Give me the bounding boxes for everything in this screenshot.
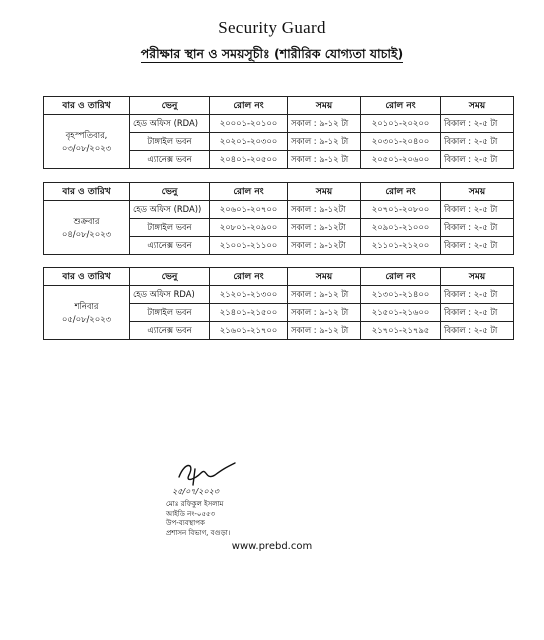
roll-cell: ২০৪০১-২০৫০০ bbox=[210, 151, 288, 169]
venue-cell: টাঙ্গাইল ভবন bbox=[130, 219, 210, 237]
subtitle-text: পরীক্ষার স্থান ও সময়সূচীঃ (শারীরিক যোগ্যতা যাচাই) bbox=[140, 46, 404, 61]
signatory-designation: উপ-ব্যবস্থাপক bbox=[166, 519, 205, 527]
table-header-row bbox=[44, 183, 514, 201]
time-cell: সকাল : ৯-১২ টা bbox=[288, 304, 361, 322]
header-day-date: বার ও তারিখ bbox=[44, 97, 130, 115]
roll-cell: ২০১০১-২০২০০ bbox=[361, 115, 441, 133]
header-time-1: সময় bbox=[288, 268, 361, 286]
header-roll-2: রোল নং bbox=[361, 268, 441, 286]
signatory-id: আইডি নং-০৫৫৩ bbox=[166, 509, 216, 518]
time-cell: সকাল : ৯-১২টা bbox=[288, 237, 361, 255]
signature-block bbox=[166, 490, 230, 538]
time-cell: বিকাল : ২-৫ টা bbox=[441, 219, 514, 237]
roll-cell: ২০৫০১-২০৬০০ bbox=[361, 151, 441, 169]
time-cell: বিকাল : ২-৫ টা bbox=[441, 133, 514, 151]
time-cell: সকাল : ৯-১২টা bbox=[288, 219, 361, 237]
day-date-cell bbox=[44, 201, 130, 255]
roll-cell: ২১২০১-২১৩০০ bbox=[210, 286, 288, 304]
header-day-date: বার ও তারিখ bbox=[44, 183, 130, 201]
header-roll-2: রোল নং bbox=[361, 183, 441, 201]
roll-cell: ২০৩০১-২০৪০০ bbox=[361, 133, 441, 151]
header-day-date: বার ও তারিখ bbox=[44, 268, 130, 286]
roll-cell: ২১৪০১-২১৫০০ bbox=[210, 304, 288, 322]
header-roll-1: রোল নং bbox=[210, 268, 288, 286]
day-date-cell bbox=[44, 115, 130, 169]
venue-cell: হেড অফিস RDA) bbox=[130, 286, 210, 304]
time-cell: সকাল : ৯-১২ টা bbox=[288, 322, 361, 340]
website-link[interactable]: www.prebd.com bbox=[231, 541, 313, 552]
date-label: ০৩/০৮/২০২৩ bbox=[61, 142, 112, 153]
time-cell: সকাল : ৯-১২ টা bbox=[288, 286, 361, 304]
time-cell: বিকাল : ২-৫ টা bbox=[441, 286, 514, 304]
date-label: ০৫/০৮/২০২৩ bbox=[61, 313, 112, 324]
time-cell: বিকাল : ২-৫ টা bbox=[441, 237, 514, 255]
header-time-1: সময় bbox=[288, 97, 361, 115]
time-cell: সকাল : ৯-১২টা bbox=[288, 201, 361, 219]
time-cell: বিকাল : ২-৫ টা bbox=[441, 115, 514, 133]
time-cell: সকাল : ৯-১২ টা bbox=[288, 115, 361, 133]
header-roll-2: রোল নং bbox=[361, 97, 441, 115]
venue-cell: হেড অফিস (RDA)) bbox=[130, 201, 210, 219]
time-cell: বিকাল : ২-৫ টা bbox=[441, 304, 514, 322]
roll-cell: ২১৫০১-২১৬০০ bbox=[361, 304, 441, 322]
header-time-2: সময় bbox=[441, 97, 514, 115]
table-header-row bbox=[44, 97, 514, 115]
roll-cell: ২১০০১-২১১০০ bbox=[210, 237, 288, 255]
venue-cell: টাঙ্গাইল ভবন bbox=[130, 133, 210, 151]
venue-cell: হেড অফিস (RDA) bbox=[130, 115, 210, 133]
roll-cell: ২১৬০১-২১৭০০ bbox=[210, 322, 288, 340]
header-time-2: সময় bbox=[441, 183, 514, 201]
day-date-cell bbox=[44, 286, 130, 340]
time-cell: বিকাল : ২-৫ টা bbox=[441, 322, 514, 340]
header-venue: ভেনু bbox=[130, 183, 210, 201]
roll-cell: ২০৮০১-২০৯০০ bbox=[210, 219, 288, 237]
venue-cell: টাঙ্গাইল ভবন bbox=[130, 304, 210, 322]
header-time-2: সময় bbox=[441, 268, 514, 286]
roll-cell: ২০৯০১-২১০০০ bbox=[361, 219, 441, 237]
table-row bbox=[44, 201, 514, 219]
venue-cell: এ্যানেক্স ভবন bbox=[130, 151, 210, 169]
day-label: শুক্রবার bbox=[73, 215, 100, 226]
date-label: ০৪/০৮/২০২৩ bbox=[61, 228, 112, 239]
table-header-row bbox=[44, 268, 514, 286]
roll-cell: ২০২০১-২০৩০০ bbox=[210, 133, 288, 151]
header-roll-1: রোল নং bbox=[210, 97, 288, 115]
header-time-1: সময় bbox=[288, 183, 361, 201]
roll-cell: ২১৭০১-২১৭৯৫ bbox=[361, 322, 441, 340]
table-row bbox=[44, 115, 514, 133]
roll-cell: ২০৭০১-২০৮০০ bbox=[361, 201, 441, 219]
schedule-table-1 bbox=[43, 96, 514, 169]
signatory-name: মোঃ রফিকুল ইসলাম bbox=[166, 500, 224, 508]
roll-cell: ২০৬০১-২০৭০০ bbox=[210, 201, 288, 219]
signatory-department: প্রশাসন বিভাগ, বগুড়া। bbox=[166, 528, 231, 537]
roll-cell: ২১৩০১-২১৪০০ bbox=[361, 286, 441, 304]
roll-cell: ২০০০১-২০১০০ bbox=[210, 115, 288, 133]
day-label: শনিবার bbox=[74, 300, 99, 311]
header-roll-1: রোল নং bbox=[210, 183, 288, 201]
time-cell: সকাল : ৯-১২ টা bbox=[288, 133, 361, 151]
schedule-table-2 bbox=[43, 182, 514, 255]
time-cell: বিকাল : ২-৫ টা bbox=[441, 201, 514, 219]
schedule-table-3 bbox=[43, 267, 514, 340]
time-cell: সকাল : ৯-১২ টা bbox=[288, 151, 361, 169]
signature-date: ২৫/০৭/২০২৩ bbox=[172, 487, 219, 496]
table-row bbox=[44, 286, 514, 304]
venue-cell: এ্যানেক্স ভবন bbox=[130, 237, 210, 255]
venue-cell: এ্যানেক্স ভবন bbox=[130, 322, 210, 340]
time-cell: বিকাল : ২-৫ টা bbox=[441, 151, 514, 169]
document-subtitle bbox=[0, 46, 544, 66]
roll-cell: ২১১০১-২১২০০ bbox=[361, 237, 441, 255]
header-venue: ভেনু bbox=[130, 268, 210, 286]
header-venue: ভেনু bbox=[130, 97, 210, 115]
document-title: Security Guard bbox=[218, 18, 326, 37]
day-label: বৃহস্পতিবার, bbox=[65, 129, 108, 140]
